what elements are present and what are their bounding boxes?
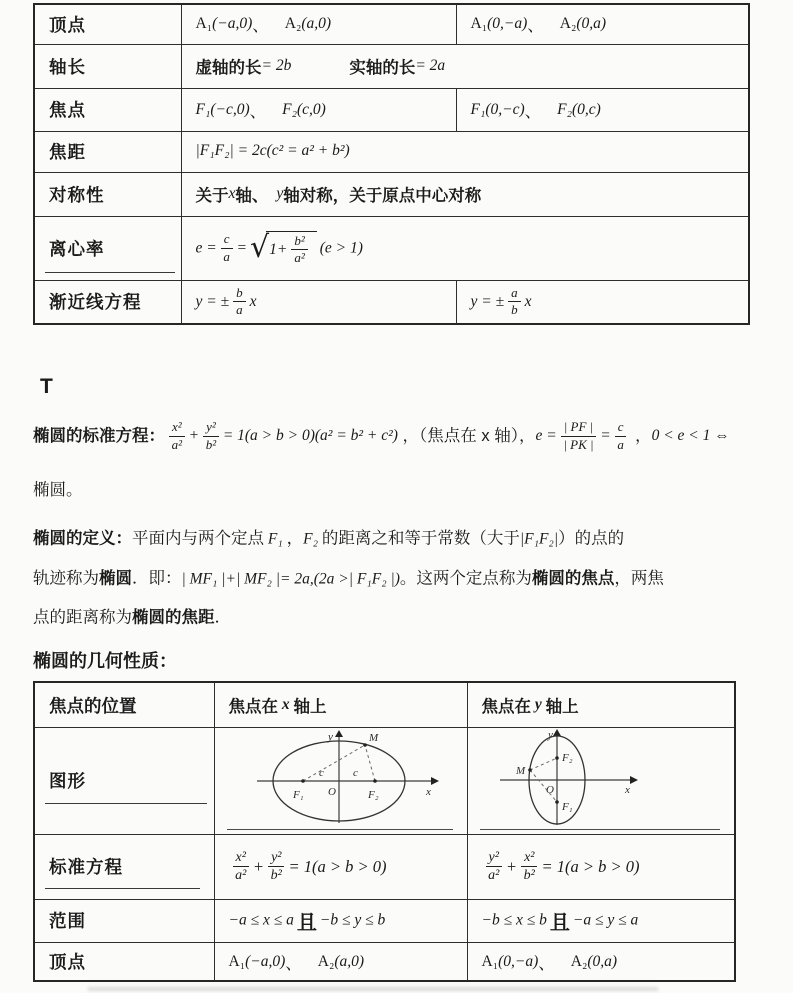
y-axis-label: y [327,731,333,744]
focus-point-f1 [301,779,305,783]
ellipse-diagram-x-axis [229,728,459,828]
underline-rule [45,888,200,889]
ellipse-diagram-y-axis [482,728,652,828]
cell-foci-x: F₁(−c,0)、 F₂(c,0) [181,88,456,131]
header-focus-on-y-axis: 焦点在 y 轴上 [467,682,735,727]
row-label-range: 范围 [34,899,214,942]
table-row-range [34,899,735,942]
underline-rule [227,829,453,830]
underline-rule [480,829,721,830]
row-label-asymptotes: 渐近线方程 [34,280,181,324]
row-label-foci: 焦点 [34,88,181,131]
point-m [528,768,532,772]
hyperbola-properties-table [33,3,750,325]
cell-symmetry: 关于x轴、 y轴对称，关于原点中心对称 [181,172,749,216]
table-row-asymptotes [34,280,749,324]
table-row-vertices [34,942,735,981]
y-axis-label: y [547,729,553,742]
row-label-axis-length: 轴长 [34,44,181,88]
focus-point-f1 [555,800,559,804]
cell-axis-length: 虚轴的长= 2b 实轴的长= 2a [181,44,749,88]
cell-vertices-x: A₁(−a,0)、 A₂(a,0) [214,942,467,981]
row-label-vertices: 顶点 [34,4,181,44]
cell-asymptote-x: y = ± $\frac{b}{a}$ x [181,280,456,324]
cell-asymptote-y: y = ± $\frac{a}{b}$ x [456,280,749,324]
header-focus-on-x-axis: 焦点在 x 轴上 [214,682,467,727]
scan-artifact [88,987,658,991]
table-row-symmetry [34,172,749,216]
cell-vertices-x: A₁(−a,0)、 A₂(a,0) [181,4,456,44]
c-right-label: c [352,767,358,780]
cell-foci-y: F₁(0,−c)、 F₂(0,c) [456,88,749,131]
cell-standard-equation-x: $\frac{\text{x²}}{\text{a²}}$ + $\frac{\text{y²}}{\text{b²}}$ = 1(a > b > 0) [214,834,467,899]
row-label-symmetry: 对称性 [34,172,181,216]
x-axis-arrow [630,776,638,784]
dashed-line-m-f2 [530,758,557,770]
cell-vertices-y: A₁(0,−a)、 A₂(0,a) [467,942,735,981]
table-row-focus-position [34,682,735,727]
cell-graph-horizontal-ellipse [214,727,467,834]
row-label-eccentricity: 离心率 [34,216,181,280]
cell-range-x: −a ≤ x ≤ a 且 −b ≤ y ≤ b [214,899,467,942]
y-axis-arrow [335,730,343,737]
x-axis-arrow [431,777,439,785]
x-axis-label: x [425,786,431,799]
section-letter-heading: T [40,375,53,398]
underline-rule [45,803,207,804]
y-axis-arrow [553,729,561,736]
header-focus-position: 焦点的位置 [34,682,214,727]
table-row-eccentricity [34,216,749,280]
table-row-standard-equation [34,834,735,899]
cell-vertices-y: A₁(0,−a)、 A₂(0,a) [456,4,749,44]
c-left-label: c [318,767,324,780]
cell-standard-equation-y: $\frac{\text{y²}}{\text{a²}}$ + $\frac{\text{x²}}{\text{b²}}$ = 1(a > b > 0) [467,834,735,899]
table-row-graph [34,727,735,834]
table-row-axis-length [34,44,749,88]
point-m-label: M [368,732,378,745]
row-label-graph: 图形 [34,727,214,834]
ellipse-properties-table [33,681,736,982]
table-row-foci [34,88,749,131]
row-label-standard-equation: 标准方程 [34,834,214,899]
f1-label: F₁ [292,789,304,802]
focus-point-f2 [373,779,377,783]
table-row-focal-distance [34,131,749,172]
origin-label: O [545,784,554,797]
point-m-label: M [515,765,525,778]
table-row-vertices [34,4,749,44]
cell-focal-distance: |F₁F₂| = 2c(c² = a² + b²) [181,131,749,172]
f2-label: F₂ [367,789,379,802]
f2-label: F₂ [561,752,573,765]
paragraph-ellipse-standard-equation: 椭圆的标准方程： $\frac{\text{x²}}{\text{a²}}$ + $\frac{\text{y²}}{\text{b²}}$ = 1(a > b > 0)(a² = b² + c²) ，（焦点在 x 轴），e = $\frac{| PF |}{| PK |}$ = $\frac{c}{a}$ ，0 < e < 1 ⇔ 椭圆。 [33,419,730,500]
cell-graph-vertical-ellipse [467,727,735,834]
paragraph-ellipse-definition: 椭圆的定义：平面内与两个定点 F₁ ，F₂ 的距离之和等于常数（大于|F₁F₂|）的点的 轨迹称为椭圆．即：| MF₁ |+| MF₂ |= 2a,(2a >| F₁F₂ |)。这两个定点称为椭圆的焦点，两焦 点的距离称为椭圆的焦距． [33,529,664,627]
cell-eccentricity: e = $\frac{c}{a}$ = √ 1+ $\frac{\text{b²}}{\text{a²}}$ (e > 1) [181,216,749,280]
dashed-line-f2-m [365,745,375,781]
row-label-focal-distance: 焦距 [34,131,181,172]
heading-ellipse-geometric-properties: 椭圆的几何性质： [33,651,177,672]
focus-point-f2 [555,756,559,760]
cell-range-y: −b ≤ x ≤ b 且 −a ≤ y ≤ a [467,899,735,942]
x-axis-label: x [624,784,630,797]
row-label-vertices: 顶点 [34,942,214,981]
point-m [363,743,367,747]
origin-label: O [327,786,336,799]
f1-label: F₁ [561,801,573,814]
underline-rule [45,272,175,273]
